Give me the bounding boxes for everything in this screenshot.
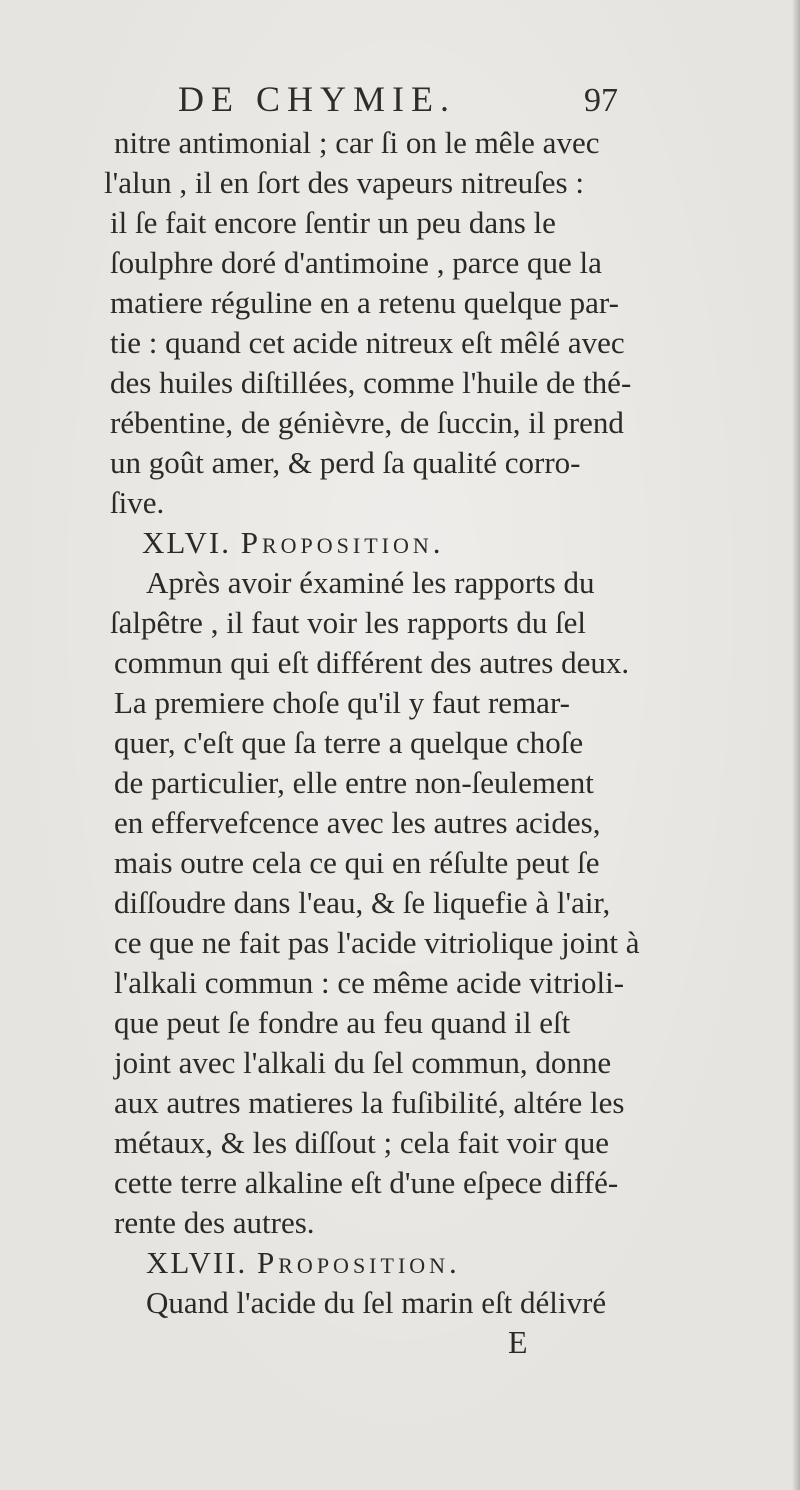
text-line: l'alkali commun : ce même acide vitrioli-: [114, 965, 625, 1000]
section-numeral: XLVII.: [146, 1245, 248, 1280]
text-line: de particulier, elle entre non-ſeulement: [114, 765, 594, 800]
text-line: rente des autres.: [114, 1205, 315, 1240]
text-line: tie : quand cet acide nitreux eſt mêlé avec: [110, 325, 625, 360]
section-numeral: XLVI.: [142, 525, 231, 560]
section-heading: [146, 1244, 461, 1282]
running-title: DE CHYMIE.: [178, 79, 456, 119]
text-line: cette terre alkaline eſt d'une eſpece diffé-: [114, 1165, 619, 1200]
text-line: des huiles diſtillées, comme l'huile de thé-: [110, 365, 632, 400]
text-line: quer, c'eſt que ſa terre a quelque choſe: [114, 725, 584, 760]
text-line: ſive.: [110, 485, 165, 520]
text-line: Quand l'acide du ſel marin eſt délivré: [146, 1285, 607, 1320]
text-line: en effervefcence avec les autres acides,: [114, 805, 601, 840]
text-line: matiere réguline en a retenu quelque par-: [110, 285, 619, 320]
text-line: un goût amer, & perd ſa qualité corro-: [110, 445, 581, 480]
text-line: ſalpêtre , il faut voir les rapports du ſel: [110, 605, 587, 640]
text-line: Après avoir éxaminé les rapports du: [146, 565, 595, 600]
text-line: aux autres matieres la fuſibilité, altére les: [114, 1085, 625, 1120]
text-line: rébentine, de génièvre, de ſuccin, il prend: [110, 405, 624, 440]
text-line: commun qui eſt différent des autres deux.: [114, 645, 630, 680]
section-title: Proposition.: [257, 1245, 461, 1280]
text-line: mais outre cela ce qui en réſulte peut ſe: [114, 845, 600, 880]
signature-mark: E: [508, 1324, 528, 1360]
text-line: il ſe fait encore ſentir un peu dans le: [110, 205, 556, 240]
text-line: ſoulphre doré d'antimoine , parce que la: [110, 245, 602, 280]
text-line: La premiere choſe qu'il y faut remar-: [114, 685, 570, 720]
section-title: Proposition.: [240, 525, 445, 560]
text-line: l'alun , il en ſort des vapeurs nitreuſes :: [104, 165, 584, 200]
text-line: nitre antimonial ; car ſi on le mêle avec: [114, 125, 600, 160]
section-heading: [142, 524, 444, 562]
text-line: métaux, & les diſſout ; cela fait voir que: [114, 1125, 610, 1160]
text-line: diſſoudre dans l'eau, & ſe liquefie à l'air,: [114, 885, 611, 920]
text-line: ce que ne fait pas l'acide vitriolique joint à: [114, 925, 640, 960]
page-number: 97: [584, 82, 618, 119]
text-line: joint avec l'alkali du ſel commun, donne: [114, 1045, 612, 1080]
text-line: que peut ſe fondre au feu quand il eſt: [114, 1005, 571, 1040]
